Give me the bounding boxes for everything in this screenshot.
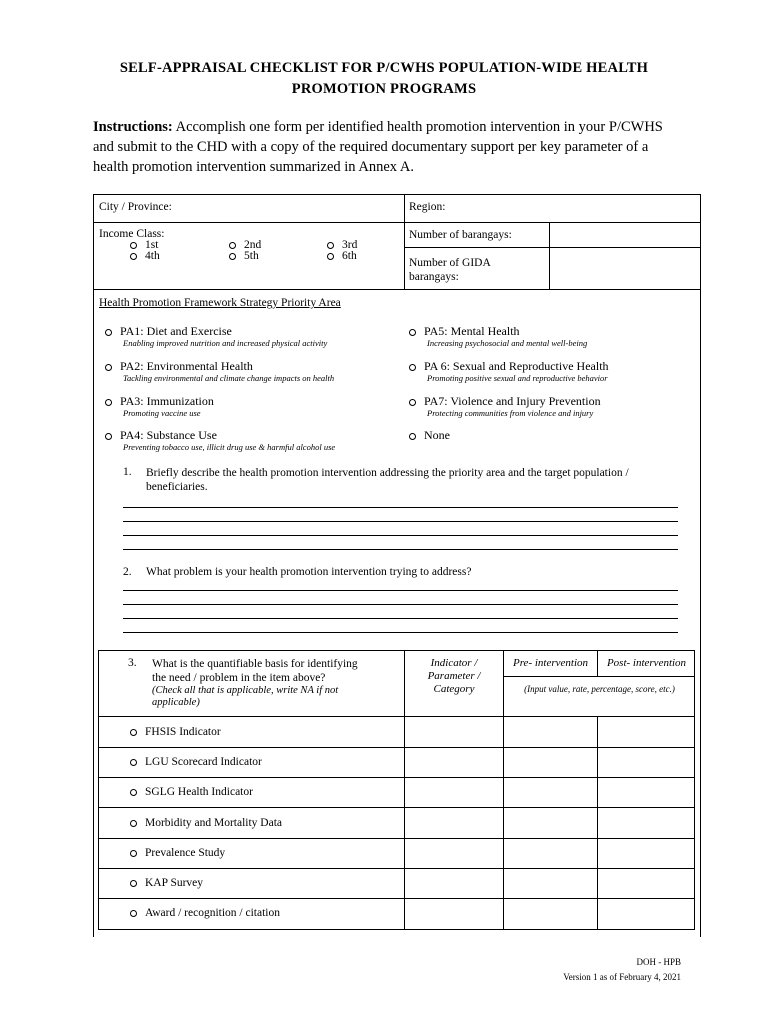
- radio-icon: [229, 253, 236, 260]
- question-3-number: 3.: [128, 657, 137, 669]
- footer: [563, 955, 681, 985]
- num-barangays-label: Number of barangays:: [409, 229, 512, 241]
- radio-icon: [409, 433, 416, 440]
- question-1-text: Briefly describe the health promotion intervention addressing the priority area and the target population / beneficiaries.: [146, 467, 629, 493]
- income-class-label: Income Class:: [99, 228, 165, 240]
- income-option-6th[interactable]: 6th: [327, 251, 357, 262]
- answer-line-q2-3[interactable]: [123, 618, 678, 619]
- title-line-1: SELF-APPRAISAL CHECKLIST FOR P/CWHS POPULATION-WIDE HEALTH: [119, 60, 649, 76]
- answer-line-q1-3[interactable]: [123, 535, 678, 536]
- col-indicator-header: Indicator / Parameter / Category: [427, 657, 481, 695]
- page-title: [60, 58, 708, 100]
- priority-option-pa5[interactable]: PA5: Mental Health Increasing psychosocial and mental well-being: [409, 325, 587, 348]
- answer-line-q2-1[interactable]: [123, 590, 678, 591]
- radio-icon: [409, 364, 416, 371]
- footer-version: Version 1 as of February 4, 2021: [563, 972, 681, 982]
- radio-icon: [105, 329, 112, 336]
- col-post-header: Post- intervention: [606, 657, 687, 669]
- radio-icon: [105, 433, 112, 440]
- row-lgu-scorecard[interactable]: LGU Scorecard Indicator: [130, 756, 262, 768]
- income-option-1st[interactable]: 1st: [130, 240, 158, 251]
- instructions-text: Accomplish one form per identified health promotion intervention in your P/CWHS and submit to the CHD with a copy of the required documentary support per key parameter of a health promotion intervention summarized in Annex A.: [93, 119, 663, 175]
- income-option-4th[interactable]: 4th: [130, 251, 160, 262]
- radio-icon: [130, 729, 137, 736]
- radio-icon: [130, 910, 137, 917]
- radio-icon: [327, 253, 334, 260]
- answer-line-q1-4[interactable]: [123, 549, 678, 550]
- num-barangays-input[interactable]: [550, 223, 698, 246]
- row-fhsis[interactable]: FHSIS Indicator: [130, 726, 221, 738]
- answer-line-q2-4[interactable]: [123, 632, 678, 633]
- col-input-note: (Input value, rate, percentage, score, etc.): [524, 684, 675, 694]
- row-sglg[interactable]: SGLG Health Indicator: [130, 786, 253, 798]
- priority-option-pa2[interactable]: PA2: Environmental Health Tackling environmental and climate change impacts on health: [105, 360, 334, 383]
- priority-heading: Health Promotion Framework Strategy Priority Area: [99, 297, 341, 309]
- instructions-label: Instructions:: [93, 119, 173, 135]
- city-province-field[interactable]: City / Province:: [99, 201, 172, 213]
- radio-icon: [130, 820, 137, 827]
- question-2-text: What problem is your health promotion intervention trying to address?: [146, 566, 472, 578]
- num-gida-input[interactable]: [550, 248, 698, 288]
- radio-icon: [409, 399, 416, 406]
- radio-icon: [229, 242, 236, 249]
- radio-icon: [130, 253, 137, 260]
- question-2-number: 2.: [123, 566, 132, 578]
- income-option-3rd[interactable]: 3rd: [327, 240, 357, 251]
- row-kap-survey[interactable]: KAP Survey: [130, 877, 203, 889]
- radio-icon: [105, 399, 112, 406]
- priority-option-pa6[interactable]: PA 6: Sexual and Reproductive Health Promoting positive sexual and reproductive behavior: [409, 360, 609, 383]
- priority-option-pa3[interactable]: PA3: Immunization Promoting vaccine use: [105, 395, 214, 418]
- col-pre-header: Pre- intervention: [512, 657, 589, 669]
- radio-icon: [130, 850, 137, 857]
- priority-option-pa1[interactable]: PA1: Diet and Exercise Enabling improved nutrition and increased physical activity: [105, 325, 327, 348]
- radio-icon: [130, 880, 137, 887]
- priority-option-pa7[interactable]: PA7: Violence and Injury Prevention Protecting communities from violence and injury: [409, 395, 601, 418]
- radio-icon: [327, 242, 334, 249]
- radio-icon: [105, 364, 112, 371]
- title-line-2: PROMOTION PROGRAMS: [291, 81, 477, 97]
- radio-icon: [130, 789, 137, 796]
- question-3-text: What is the quantifiable basis for identifying the need / problem in the item above? (Check all that is applicable, write NA if not applicable): [152, 658, 358, 708]
- row-award[interactable]: Award / recognition / citation: [130, 907, 280, 919]
- answer-line-q1-1[interactable]: [123, 507, 678, 508]
- radio-icon: [409, 329, 416, 336]
- answer-line-q2-2[interactable]: [123, 604, 678, 605]
- priority-option-pa4[interactable]: PA4: Substance Use Preventing tobacco use, illicit drug use & harmful alcohol use: [105, 429, 335, 452]
- radio-icon: [130, 242, 137, 249]
- answer-line-q1-2[interactable]: [123, 521, 678, 522]
- income-option-5th[interactable]: 5th: [229, 251, 259, 262]
- radio-icon: [130, 759, 137, 766]
- footer-org: DOH - HPB: [636, 957, 681, 967]
- income-option-2nd[interactable]: 2nd: [229, 240, 261, 251]
- row-prevalence[interactable]: Prevalence Study: [130, 847, 225, 859]
- question-1-number: 1.: [123, 466, 132, 478]
- priority-option-none[interactable]: None: [409, 429, 450, 442]
- instructions: [93, 117, 663, 177]
- region-field[interactable]: Region:: [409, 201, 446, 213]
- row-morbidity[interactable]: Morbidity and Mortality Data: [130, 817, 282, 829]
- num-gida-label: Number of GIDA barangays:: [409, 257, 491, 283]
